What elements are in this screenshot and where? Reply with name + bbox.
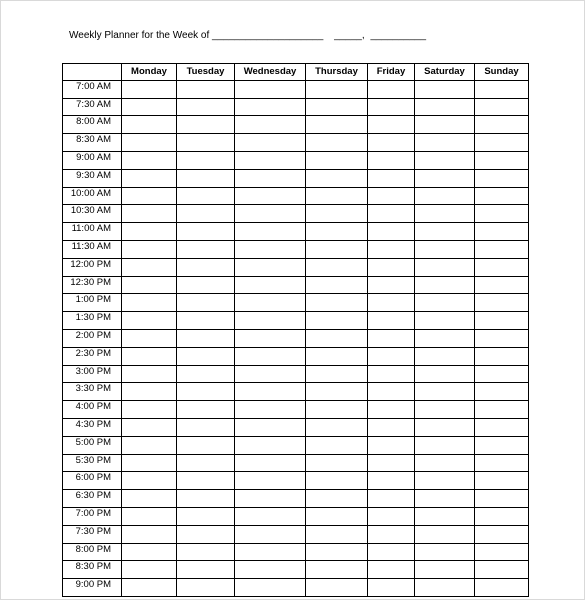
planner-cell-thursday[interactable]	[306, 490, 368, 508]
planner-cell-tuesday[interactable]	[177, 383, 235, 401]
planner-cell-tuesday[interactable]	[177, 490, 235, 508]
planner-cell-thursday[interactable]	[306, 187, 368, 205]
planner-cell-monday[interactable]	[122, 329, 177, 347]
planner-cell-tuesday[interactable]	[177, 472, 235, 490]
planner-cell-friday[interactable]	[368, 365, 415, 383]
planner-cell-monday[interactable]	[122, 579, 177, 597]
planner-cell-friday[interactable]	[368, 116, 415, 134]
planner-cell-saturday[interactable]	[415, 294, 475, 312]
time-slot-label: 2:00 PM	[63, 329, 122, 347]
planner-cell-thursday[interactable]	[306, 169, 368, 187]
planner-cell-saturday[interactable]	[415, 543, 475, 561]
planner-cell-saturday[interactable]	[415, 525, 475, 543]
planner-header	[69, 30, 426, 41]
time-row	[63, 418, 529, 436]
planner-cell-saturday[interactable]	[415, 116, 475, 134]
planner-cell-tuesday[interactable]	[177, 365, 235, 383]
planner-cell-sunday[interactable]	[475, 80, 529, 98]
planner-cell-saturday[interactable]	[415, 223, 475, 241]
planner-cell-friday[interactable]	[368, 258, 415, 276]
planner-cell-tuesday[interactable]	[177, 240, 235, 258]
planner-cell-sunday[interactable]	[475, 525, 529, 543]
planner-cell-tuesday[interactable]	[177, 543, 235, 561]
planner-cell-thursday[interactable]	[306, 365, 368, 383]
planner-cell-sunday[interactable]	[475, 507, 529, 525]
time-slot-label: 10:00 AM	[63, 187, 122, 205]
planner-cell-wednesday[interactable]	[235, 187, 306, 205]
time-slot-label: 3:00 PM	[63, 365, 122, 383]
planner-cell-friday[interactable]	[368, 276, 415, 294]
planner-cell-saturday[interactable]	[415, 472, 475, 490]
planner-cell-friday[interactable]	[368, 98, 415, 116]
header-comma: ,	[361, 30, 365, 41]
planner-cell-monday[interactable]	[122, 151, 177, 169]
planner-cell-wednesday[interactable]	[235, 490, 306, 508]
planner-cell-saturday[interactable]	[415, 169, 475, 187]
planner-cell-thursday[interactable]	[306, 223, 368, 241]
planner-cell-wednesday[interactable]	[235, 329, 306, 347]
planner-cell-thursday[interactable]	[306, 454, 368, 472]
planner-cell-tuesday[interactable]	[177, 80, 235, 98]
weekly-planner-table	[62, 63, 529, 597]
planner-cell-friday[interactable]	[368, 507, 415, 525]
planner-cell-wednesday[interactable]	[235, 507, 306, 525]
time-row	[63, 240, 529, 258]
planner-cell-wednesday[interactable]	[235, 365, 306, 383]
planner-cell-saturday[interactable]	[415, 98, 475, 116]
planner-cell-sunday[interactable]	[475, 436, 529, 454]
planner-cell-thursday[interactable]	[306, 116, 368, 134]
time-row	[63, 80, 529, 98]
planner-cell-friday[interactable]	[368, 401, 415, 419]
planner-cell-wednesday[interactable]	[235, 401, 306, 419]
time-slot-label: 5:00 PM	[63, 436, 122, 454]
time-slot-label: 6:30 PM	[63, 490, 122, 508]
time-row	[63, 543, 529, 561]
time-slot-label: 7:30 AM	[63, 98, 122, 116]
planner-cell-tuesday[interactable]	[177, 294, 235, 312]
planner-cell-wednesday[interactable]	[235, 454, 306, 472]
planner-cell-thursday[interactable]	[306, 329, 368, 347]
planner-cell-wednesday[interactable]	[235, 240, 306, 258]
planner-cell-monday[interactable]	[122, 169, 177, 187]
planner-cell-friday[interactable]	[368, 383, 415, 401]
planner-cell-wednesday[interactable]	[235, 525, 306, 543]
planner-cell-tuesday[interactable]	[177, 347, 235, 365]
planner-cell-wednesday[interactable]	[235, 80, 306, 98]
planner-cell-friday[interactable]	[368, 169, 415, 187]
planner-cell-saturday[interactable]	[415, 401, 475, 419]
planner-cell-monday[interactable]	[122, 223, 177, 241]
planner-cell-monday[interactable]	[122, 98, 177, 116]
planner-cell-friday[interactable]	[368, 240, 415, 258]
time-slot-label: 11:30 AM	[63, 240, 122, 258]
planner-cell-tuesday[interactable]	[177, 134, 235, 152]
planner-cell-tuesday[interactable]	[177, 276, 235, 294]
planner-cell-sunday[interactable]	[475, 134, 529, 152]
planner-cell-wednesday[interactable]	[235, 294, 306, 312]
planner-cell-saturday[interactable]	[415, 436, 475, 454]
planner-cell-tuesday[interactable]	[177, 579, 235, 597]
planner-cell-friday[interactable]	[368, 561, 415, 579]
planner-cell-thursday[interactable]	[306, 543, 368, 561]
planner-cell-saturday[interactable]	[415, 151, 475, 169]
time-slot-label: 8:30 AM	[63, 134, 122, 152]
time-slot-label: 8:00 AM	[63, 116, 122, 134]
day-header-saturday: Saturday	[415, 64, 475, 81]
time-slot-label: 11:00 AM	[63, 223, 122, 241]
planner-cell-wednesday[interactable]	[235, 258, 306, 276]
planner-cell-monday[interactable]	[122, 134, 177, 152]
planner-cell-wednesday[interactable]	[235, 312, 306, 330]
planner-cell-thursday[interactable]	[306, 151, 368, 169]
planner-cell-sunday[interactable]	[475, 561, 529, 579]
time-row	[63, 116, 529, 134]
time-row	[63, 436, 529, 454]
planner-cell-monday[interactable]	[122, 276, 177, 294]
planner-cell-sunday[interactable]	[475, 294, 529, 312]
planner-cell-friday[interactable]	[368, 490, 415, 508]
planner-cell-sunday[interactable]	[475, 383, 529, 401]
planner-cell-thursday[interactable]	[306, 561, 368, 579]
day-header-row	[63, 64, 529, 81]
planner-cell-saturday[interactable]	[415, 365, 475, 383]
planner-cell-sunday[interactable]	[475, 454, 529, 472]
planner-cell-monday[interactable]	[122, 294, 177, 312]
planner-cell-saturday[interactable]	[415, 329, 475, 347]
planner-cell-monday[interactable]	[122, 561, 177, 579]
time-row	[63, 169, 529, 187]
planner-cell-wednesday[interactable]	[235, 436, 306, 454]
planner-cell-tuesday[interactable]	[177, 223, 235, 241]
planner-cell-thursday[interactable]	[306, 258, 368, 276]
time-slot-label: 5:30 PM	[63, 454, 122, 472]
planner-cell-friday[interactable]	[368, 205, 415, 223]
planner-cell-wednesday[interactable]	[235, 223, 306, 241]
planner-cell-wednesday[interactable]	[235, 98, 306, 116]
planner-cell-tuesday[interactable]	[177, 116, 235, 134]
time-slot-label: 8:00 PM	[63, 543, 122, 561]
time-row	[63, 312, 529, 330]
planner-cell-tuesday[interactable]	[177, 258, 235, 276]
planner-cell-thursday[interactable]	[306, 98, 368, 116]
time-row	[63, 579, 529, 597]
week-month-blank: _____	[334, 30, 362, 41]
planner-cell-thursday[interactable]	[306, 383, 368, 401]
planner-cell-monday[interactable]	[122, 258, 177, 276]
planner-cell-wednesday[interactable]	[235, 151, 306, 169]
planner-cell-friday[interactable]	[368, 347, 415, 365]
planner-cell-monday[interactable]	[122, 472, 177, 490]
planner-cell-saturday[interactable]	[415, 507, 475, 525]
time-row	[63, 454, 529, 472]
planner-cell-sunday[interactable]	[475, 116, 529, 134]
corner-cell	[63, 64, 122, 81]
time-row	[63, 258, 529, 276]
planner-cell-wednesday[interactable]	[235, 579, 306, 597]
planner-cell-wednesday[interactable]	[235, 116, 306, 134]
planner-cell-saturday[interactable]	[415, 312, 475, 330]
planner-cell-thursday[interactable]	[306, 401, 368, 419]
time-row	[63, 365, 529, 383]
day-header-tuesday: Tuesday	[177, 64, 235, 81]
planner-cell-tuesday[interactable]	[177, 561, 235, 579]
planner-cell-wednesday[interactable]	[235, 543, 306, 561]
planner-cell-thursday[interactable]	[306, 347, 368, 365]
planner-cell-tuesday[interactable]	[177, 329, 235, 347]
planner-cell-wednesday[interactable]	[235, 205, 306, 223]
planner-cell-sunday[interactable]	[475, 401, 529, 419]
time-row	[63, 490, 529, 508]
time-slot-label: 4:00 PM	[63, 401, 122, 419]
time-slot-label: 6:00 PM	[63, 472, 122, 490]
planner-cell-friday[interactable]	[368, 223, 415, 241]
planner-cell-tuesday[interactable]	[177, 418, 235, 436]
planner-cell-wednesday[interactable]	[235, 134, 306, 152]
planner-cell-saturday[interactable]	[415, 347, 475, 365]
time-slot-label: 3:30 PM	[63, 383, 122, 401]
time-row	[63, 401, 529, 419]
planner-cell-sunday[interactable]	[475, 347, 529, 365]
day-header-monday: Monday	[122, 64, 177, 81]
planner-cell-wednesday[interactable]	[235, 169, 306, 187]
planner-cell-thursday[interactable]	[306, 507, 368, 525]
planner-cell-tuesday[interactable]	[177, 151, 235, 169]
planner-cell-sunday[interactable]	[475, 187, 529, 205]
time-row	[63, 561, 529, 579]
planner-cell-monday[interactable]	[122, 187, 177, 205]
planner-cell-saturday[interactable]	[415, 454, 475, 472]
time-slot-label: 2:30 PM	[63, 347, 122, 365]
planner-cell-wednesday[interactable]	[235, 418, 306, 436]
planner-cell-monday[interactable]	[122, 205, 177, 223]
planner-cell-saturday[interactable]	[415, 579, 475, 597]
week-name-blank: ____________________	[212, 30, 324, 41]
planner-cell-wednesday[interactable]	[235, 561, 306, 579]
planner-cell-sunday[interactable]	[475, 151, 529, 169]
time-row	[63, 507, 529, 525]
planner-cell-saturday[interactable]	[415, 187, 475, 205]
time-slot-label: 7:30 PM	[63, 525, 122, 543]
planner-cell-sunday[interactable]	[475, 258, 529, 276]
planner-cell-thursday[interactable]	[306, 205, 368, 223]
time-row	[63, 472, 529, 490]
planner-cell-monday[interactable]	[122, 365, 177, 383]
planner-cell-friday[interactable]	[368, 436, 415, 454]
planner-cell-monday[interactable]	[122, 507, 177, 525]
time-row	[63, 98, 529, 116]
planner-cell-sunday[interactable]	[475, 490, 529, 508]
planner-cell-saturday[interactable]	[415, 258, 475, 276]
planner-cell-thursday[interactable]	[306, 240, 368, 258]
time-row	[63, 205, 529, 223]
planner-cell-tuesday[interactable]	[177, 436, 235, 454]
time-row	[63, 187, 529, 205]
time-row	[63, 347, 529, 365]
planner-cell-saturday[interactable]	[415, 418, 475, 436]
time-row	[63, 151, 529, 169]
planner-cell-tuesday[interactable]	[177, 187, 235, 205]
time-slot-label: 8:30 PM	[63, 561, 122, 579]
planner-cell-thursday[interactable]	[306, 80, 368, 98]
day-header-thursday: Thursday	[306, 64, 368, 81]
planner-cell-tuesday[interactable]	[177, 312, 235, 330]
planner-cell-monday[interactable]	[122, 436, 177, 454]
planner-cell-saturday[interactable]	[415, 490, 475, 508]
planner-cell-thursday[interactable]	[306, 525, 368, 543]
planner-cell-sunday[interactable]	[475, 240, 529, 258]
time-slot-label: 7:00 AM	[63, 80, 122, 98]
planner-cell-monday[interactable]	[122, 543, 177, 561]
planner-cell-wednesday[interactable]	[235, 347, 306, 365]
planner-cell-thursday[interactable]	[306, 579, 368, 597]
planner-cell-sunday[interactable]	[475, 312, 529, 330]
planner-cell-wednesday[interactable]	[235, 472, 306, 490]
time-slot-label: 4:30 PM	[63, 418, 122, 436]
planner-cell-friday[interactable]	[368, 543, 415, 561]
planner-cell-monday[interactable]	[122, 525, 177, 543]
time-slot-label: 1:00 PM	[63, 294, 122, 312]
planner-cell-friday[interactable]	[368, 525, 415, 543]
planner-cell-tuesday[interactable]	[177, 205, 235, 223]
planner-cell-tuesday[interactable]	[177, 401, 235, 419]
day-header-sunday: Sunday	[475, 64, 529, 81]
planner-cell-thursday[interactable]	[306, 294, 368, 312]
planner-cell-thursday[interactable]	[306, 436, 368, 454]
planner-cell-friday[interactable]	[368, 579, 415, 597]
planner-cell-monday[interactable]	[122, 490, 177, 508]
time-row	[63, 223, 529, 241]
time-slot-label: 12:00 PM	[63, 258, 122, 276]
planner-cell-saturday[interactable]	[415, 240, 475, 258]
time-slot-label: 7:00 PM	[63, 507, 122, 525]
planner-cell-sunday[interactable]	[475, 223, 529, 241]
planner-cell-monday[interactable]	[122, 347, 177, 365]
time-slot-label: 9:30 AM	[63, 169, 122, 187]
planner-cell-monday[interactable]	[122, 418, 177, 436]
planner-cell-tuesday[interactable]	[177, 169, 235, 187]
planner-cell-sunday[interactable]	[475, 276, 529, 294]
planner-cell-sunday[interactable]	[475, 329, 529, 347]
time-row	[63, 329, 529, 347]
planner-cell-thursday[interactable]	[306, 312, 368, 330]
planner-cell-tuesday[interactable]	[177, 98, 235, 116]
planner-cell-tuesday[interactable]	[177, 454, 235, 472]
time-slot-label: 10:30 AM	[63, 205, 122, 223]
time-slot-label: 1:30 PM	[63, 312, 122, 330]
planner-title: Weekly Planner for the Week of	[69, 30, 210, 41]
planner-cell-saturday[interactable]	[415, 205, 475, 223]
planner-cell-sunday[interactable]	[475, 205, 529, 223]
time-row	[63, 383, 529, 401]
planner-cell-thursday[interactable]	[306, 418, 368, 436]
planner-cell-thursday[interactable]	[306, 472, 368, 490]
time-row	[63, 134, 529, 152]
planner-cell-monday[interactable]	[122, 80, 177, 98]
planner-cell-saturday[interactable]	[415, 561, 475, 579]
planner-cell-thursday[interactable]	[306, 134, 368, 152]
planner-cell-saturday[interactable]	[415, 134, 475, 152]
planner-cell-sunday[interactable]	[475, 169, 529, 187]
planner-cell-saturday[interactable]	[415, 276, 475, 294]
planner-cell-friday[interactable]	[368, 418, 415, 436]
planner-cell-sunday[interactable]	[475, 418, 529, 436]
planner-cell-friday[interactable]	[368, 472, 415, 490]
planner-cell-monday[interactable]	[122, 383, 177, 401]
planner-cell-monday[interactable]	[122, 116, 177, 134]
planner-cell-friday[interactable]	[368, 329, 415, 347]
planner-cell-tuesday[interactable]	[177, 507, 235, 525]
time-slot-label: 12:30 PM	[63, 276, 122, 294]
time-slot-label: 9:00 PM	[63, 579, 122, 597]
time-slot-label: 9:00 AM	[63, 151, 122, 169]
time-row	[63, 276, 529, 294]
planner-cell-friday[interactable]	[368, 151, 415, 169]
planner-cell-monday[interactable]	[122, 454, 177, 472]
planner-cell-monday[interactable]	[122, 312, 177, 330]
planner-cell-friday[interactable]	[368, 134, 415, 152]
planner-cell-sunday[interactable]	[475, 579, 529, 597]
planner-cell-saturday[interactable]	[415, 80, 475, 98]
planner-cell-sunday[interactable]	[475, 98, 529, 116]
day-header-friday: Friday	[368, 64, 415, 81]
planner-cell-friday[interactable]	[368, 187, 415, 205]
planner-cell-friday[interactable]	[368, 454, 415, 472]
day-header-wednesday: Wednesday	[235, 64, 306, 81]
week-year-blank: __________	[370, 30, 427, 41]
time-row	[63, 525, 529, 543]
planner-cell-wednesday[interactable]	[235, 276, 306, 294]
planner-cell-monday[interactable]	[122, 401, 177, 419]
planner-cell-friday[interactable]	[368, 80, 415, 98]
planner-cell-friday[interactable]	[368, 294, 415, 312]
planner-cell-tuesday[interactable]	[177, 525, 235, 543]
planner-cell-sunday[interactable]	[475, 365, 529, 383]
planner-cell-wednesday[interactable]	[235, 383, 306, 401]
planner-cell-friday[interactable]	[368, 312, 415, 330]
planner-cell-sunday[interactable]	[475, 543, 529, 561]
planner-cell-monday[interactable]	[122, 240, 177, 258]
planner-cell-saturday[interactable]	[415, 383, 475, 401]
planner-cell-sunday[interactable]	[475, 472, 529, 490]
planner-cell-thursday[interactable]	[306, 276, 368, 294]
time-row	[63, 294, 529, 312]
